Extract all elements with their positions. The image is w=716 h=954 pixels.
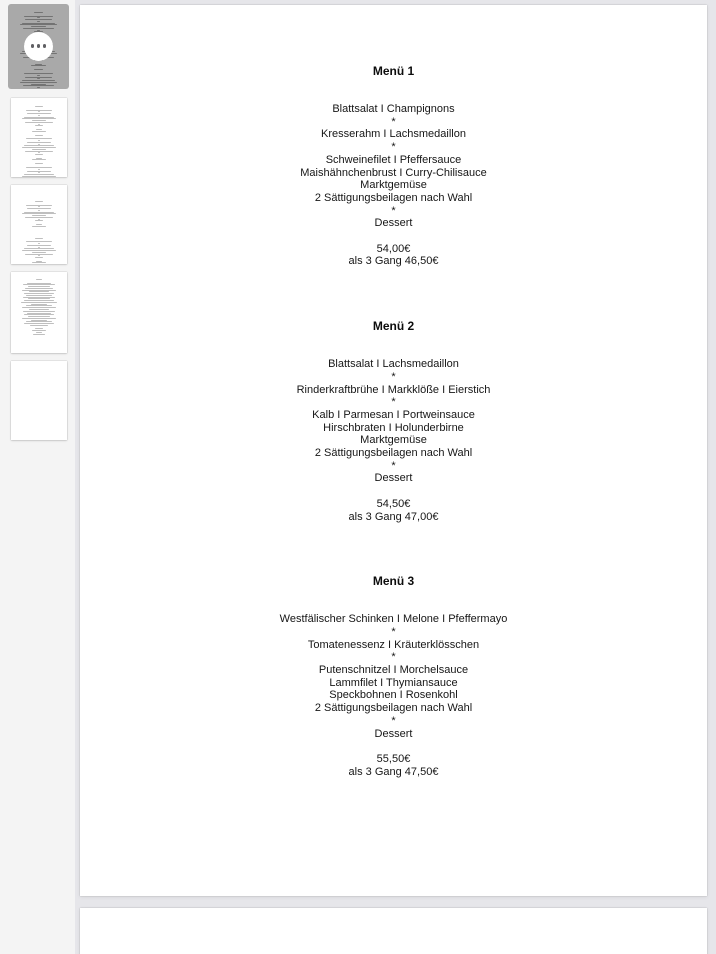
page-thumbnail-5[interactable] [11, 361, 67, 440]
page-thumbnail-2[interactable] [11, 98, 67, 177]
menu-price-3-gang: als 3 Gang 47,00€ [348, 510, 439, 523]
menu-line: Dessert [374, 727, 413, 740]
thumbnail-text-block [11, 279, 67, 335]
thumbnail-text-block [8, 69, 69, 89]
thumbnail-text-block [11, 106, 67, 132]
menu-title: Menü 1 [372, 64, 415, 78]
menu-line: 2 Sättigungsbeilagen nach Wahl [314, 191, 473, 204]
menu-line: Westfälischer Schinken I Melone I Pfeffermayo [279, 613, 508, 626]
menu-price: 55,50€ [376, 752, 411, 765]
menu-line: Marktgemüse [360, 179, 427, 192]
course-separator: * [391, 396, 396, 409]
price-block [80, 498, 707, 523]
menu-line: Rinderkraftbrühe I Markklöße I Eierstich [296, 383, 491, 396]
course-separator: * [391, 141, 396, 154]
course-separator: * [391, 651, 396, 664]
menu-line: Dessert [374, 217, 413, 230]
thumbnail-text-block [11, 163, 67, 177]
course-separator: * [391, 459, 396, 472]
menu-document-content [80, 5, 707, 778]
document-page-1 [80, 5, 707, 896]
loading-dot [37, 44, 41, 48]
menu-line: Kresserahm I Lachsmedaillon [321, 128, 466, 141]
loading-dot [31, 44, 35, 48]
menu-line: Blattsalat I Champignons [332, 103, 455, 115]
price-block [80, 753, 707, 778]
menu-line: Marktgemüse [360, 434, 427, 447]
thumbnail-sidebar [0, 0, 75, 954]
document-page-2 [80, 908, 707, 954]
document-viewer[interactable] [75, 0, 716, 954]
course-separator: * [391, 115, 396, 128]
menu-line: Hirschbraten I Holunderbirne [323, 421, 464, 434]
menu-price: 54,50€ [376, 497, 411, 510]
menu-line: Putenschnitzel I Morchelsauce [318, 664, 469, 677]
menu-line: Tomatenessenz I Kräuterklösschen [307, 638, 480, 651]
menu-line: Blattsalat I Lachsmedaillon [328, 358, 459, 371]
menu-line: Maishähnchenbrust I Curry-Chilisauce [300, 166, 487, 179]
page-thumbnail-3[interactable] [11, 185, 67, 264]
course-separator: * [391, 625, 396, 638]
loading-dot [43, 44, 47, 48]
course-separator: * [391, 714, 396, 727]
thumbnail-mini-content [11, 272, 67, 353]
course-separator: * [391, 370, 396, 383]
menu-line: 2 Sättigungsbeilagen nach Wahl [314, 702, 473, 715]
menu-price: 54,00€ [376, 242, 411, 255]
loading-indicator-icon [24, 32, 53, 61]
page-thumbnail-1[interactable] [8, 4, 69, 89]
thumbnail-text-block [11, 135, 67, 161]
thumbnail-text-block [11, 238, 67, 264]
thumbnail-text-block [11, 201, 67, 227]
price-block [80, 243, 707, 268]
course-separator: * [391, 204, 396, 217]
page-thumbnail-4[interactable] [11, 272, 67, 353]
menu-line: Kalb I Parmesan I Portweinsauce [312, 408, 475, 421]
menu-section [80, 65, 707, 268]
menu-line: Dessert [374, 472, 413, 485]
menu-title: Menü 2 [372, 319, 415, 334]
menu-section [80, 575, 707, 778]
menu-line: 2 Sättigungsbeilagen nach Wahl [314, 447, 473, 460]
menu-section [80, 320, 707, 523]
menu-line: Speckbohnen I Rosenkohl [329, 689, 458, 702]
menu-line: Lammfilet I Thymiansauce [329, 676, 458, 689]
menu-title: Menü 3 [372, 574, 415, 589]
thumbnail-mini-content [11, 98, 67, 177]
thumbnail-mini-content [11, 185, 67, 264]
menu-line: Schweinefilet I Pfeffersauce [325, 153, 462, 166]
menu-price-3-gang: als 3 Gang 46,50€ [348, 255, 439, 268]
thumbnail-mini-content [11, 361, 67, 440]
menu-price-3-gang: als 3 Gang 47,50€ [348, 765, 439, 778]
